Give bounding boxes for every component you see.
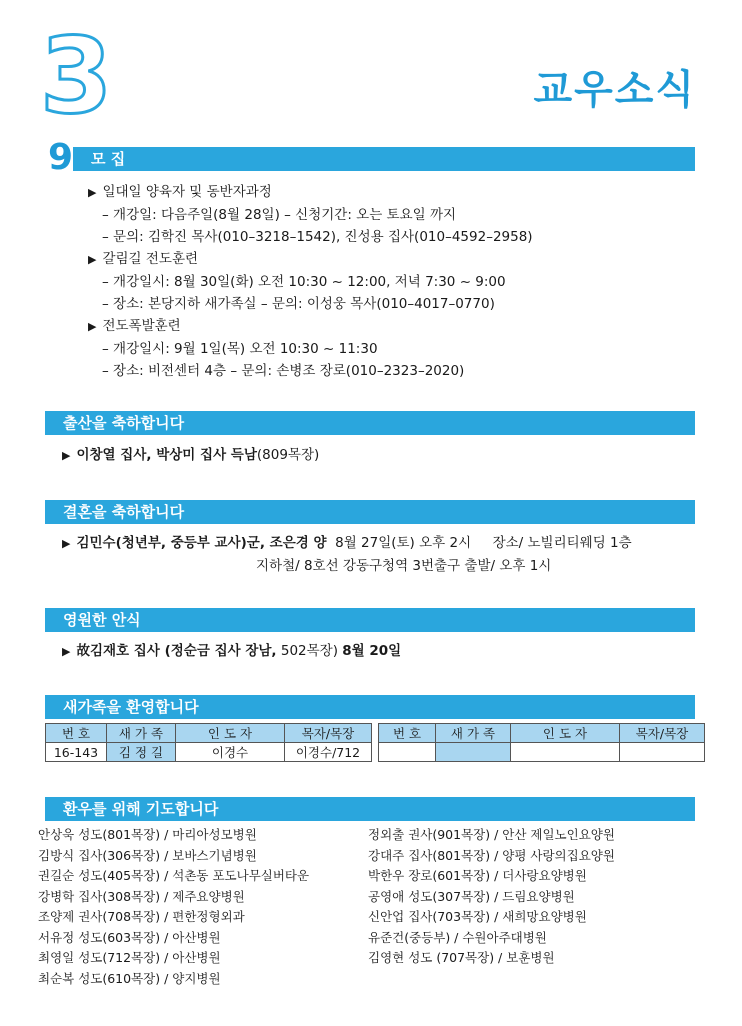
memorial-group: 502목장) [276, 643, 343, 659]
birth-names: 이창열 집사, 박상미 집사 득남 [76, 447, 257, 463]
col-header: 번 호 [379, 724, 436, 743]
list-item: 신안업 집사(703목장) / 새희망요양병원 [368, 909, 587, 924]
recruit-item-line: – 개강일시: 8월 30일(화) 오전 10:30 ~ 12:00, 저녁 7:30 ~ 9:00 [102, 274, 506, 290]
table-cell: 김 정 길 [107, 743, 176, 762]
newfamily-header: 새가족을 환영합니다 [45, 695, 695, 719]
recruit-item-line: – 장소: 본당지하 새가족실 – 문의: 이성웅 목사(010–4017–0770) [102, 296, 495, 312]
table-cell: 이경수/712 [285, 743, 372, 762]
recruit-item [88, 181, 533, 204]
triangle-bullet-icon: ▶ [88, 320, 97, 333]
table-cell [379, 743, 436, 762]
prayer-list-left [38, 825, 309, 989]
recruit-item-head: 전도폭발훈련 [102, 318, 181, 334]
memorial-date: 8월 20일 [342, 643, 402, 659]
list-item: 유준건(중등부) / 수원아주대병원 [368, 929, 547, 945]
wedding-notice [62, 532, 632, 577]
list-item: 공영애 성도(307목장) / 드림요양병원 [368, 888, 575, 904]
col-header: 인 도 자 [511, 724, 620, 743]
list-item: 조양제 권사(708목장) / 편한정형외과 [38, 909, 245, 924]
memorial-notice [62, 640, 401, 663]
triangle-bullet-icon: ▶ [62, 645, 71, 658]
prayer-list-right [368, 825, 615, 969]
recruit-item-head: 갈림길 전도훈련 [102, 251, 199, 267]
wedding-header: 결혼을 축하합니다 [45, 500, 695, 524]
triangle-bullet-icon: ▶ [88, 186, 97, 199]
list-item: 김방식 집사(306목장) / 보바스기념병원 [38, 847, 257, 863]
col-header: 목자/목장 [285, 724, 372, 743]
recruit-item-head: 일대일 양육자 및 동반자과정 [102, 184, 272, 200]
table-cell [436, 743, 511, 762]
list-item: 강병학 집사(308목장) / 제주요양병원 [38, 888, 245, 904]
recruit-header: 모 집 [73, 147, 695, 171]
triangle-bullet-icon: ▶ [62, 449, 71, 462]
birth-group: (809목장) [256, 447, 320, 463]
list-item: 정외출 권사(901목장) / 안산 제일노인요양원 [368, 827, 615, 842]
list-item: 서유정 성도(603목장) / 아산병원 [38, 929, 221, 945]
recruit-item [88, 315, 533, 338]
triangle-bullet-icon: ▶ [62, 537, 71, 550]
recruit-list [88, 181, 533, 382]
list-item: 김영현 성도 (707목장) / 보훈병원 [368, 950, 555, 965]
col-header: 인 도 자 [176, 724, 285, 743]
list-item: 최순복 성도(610목장) / 양지병원 [38, 970, 221, 986]
table-row [46, 743, 705, 762]
memorial-header: 영원한 안식 [45, 608, 695, 632]
col-header: 목자/목장 [620, 724, 705, 743]
col-header: 번 호 [46, 724, 107, 743]
birth-notice [62, 444, 319, 467]
list-item: 박한우 장로(601목장) / 더사랑요양병원 [368, 868, 587, 883]
list-item: 안상욱 성도(801목장) / 마리아성모병원 [38, 827, 257, 842]
list-item: 최영일 성도(712목장) / 아산병원 [38, 950, 221, 965]
memorial-name: 故김재호 집사 (정순금 집사 장남, [76, 643, 277, 659]
recruit-item [88, 248, 533, 271]
table-cell [511, 743, 620, 762]
table-cell [620, 743, 705, 762]
wedding-details: 8월 27일(토) 오후 2시 장소/ 노빌리티웨딩 1층 [326, 535, 632, 551]
triangle-bullet-icon: ▶ [88, 253, 97, 266]
table-cell: 이경수 [176, 743, 285, 762]
col-header: 새 가 족 [436, 724, 511, 743]
recruit-item-line: – 개강일: 다음주일(8월 28일) – 신청기간: 오는 토요일 까지 [102, 207, 457, 223]
section-number: 9 [48, 137, 74, 178]
recruit-item-line: – 개강일시: 9월 1일(목) 오전 10:30 ~ 11:30 [102, 341, 378, 357]
list-item: 강대주 집사(801목장) / 양평 사랑의집요양원 [368, 847, 615, 863]
wedding-names: 김민수(청년부, 중등부 교사)군, 조은경 양 [76, 535, 327, 551]
newfamily-table [45, 723, 705, 762]
recruit-item-line: – 장소: 비전센터 4층 – 문의: 손병조 장로(010–2323–2020) [102, 363, 465, 379]
list-item: 권길순 성도(405목장) / 석촌동 포도나무실버타운 [38, 868, 310, 883]
table-cell: 16-143 [46, 743, 107, 762]
page-number: 3 [40, 15, 113, 137]
wedding-transport: 지하철/ 8호선 강동구청역 3번출구 출발/ 오후 1시 [256, 558, 552, 574]
birth-header: 출산을 축하합니다 [45, 411, 695, 435]
prayer-header: 환우를 위해 기도합니다 [45, 797, 695, 821]
page-title: 교우소식 [533, 67, 696, 113]
col-header: 새 가 족 [107, 724, 176, 743]
recruit-item-line: – 문의: 김학진 목사(010–3218–1542), 진성용 집사(010–4592–2958) [102, 229, 533, 245]
table-header-row [46, 724, 705, 743]
